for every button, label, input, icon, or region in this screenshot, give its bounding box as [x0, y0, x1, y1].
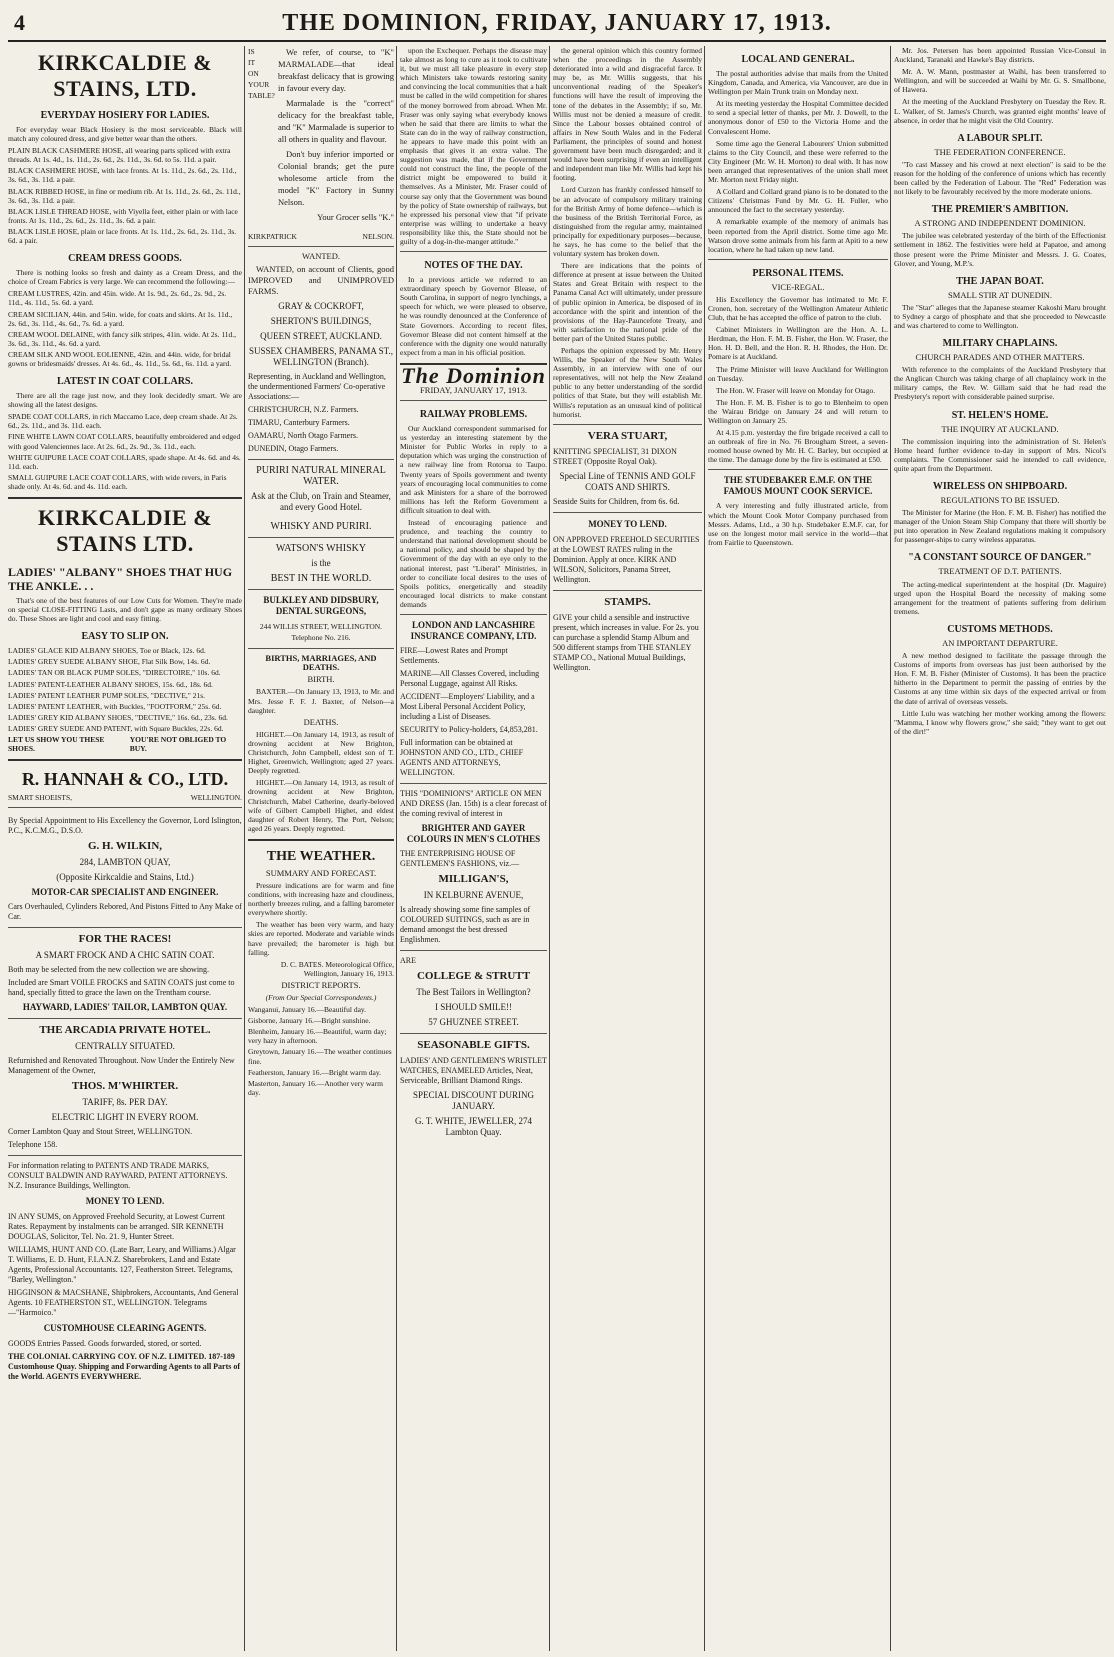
college-are: ARE — [400, 955, 416, 965]
column-rule — [244, 46, 245, 1651]
vera-line: Special Line of TENNIS AND GOLF COATS AND SHIRTS. — [559, 470, 696, 492]
k-marmalade-grocer: Your Grocer sells "K." — [317, 212, 394, 222]
hosiery-heading: EVERYDAY HOSIERY FOR LADIES. — [40, 110, 210, 121]
coat-collar-item: WHITE GUIPURE LACE COAT COLLARS, spade shape. At 4s. 6d. and 4s. 11d. each. — [8, 452, 241, 471]
table-line: IS — [248, 47, 255, 56]
arcadia-title: THE ARCADIA PRIVATE HOTEL. — [39, 1024, 211, 1037]
college-address: 57 GHUZNEE STREET. — [428, 1016, 519, 1027]
table-line: IT — [248, 58, 256, 67]
local-para: The postal authorities advise that mails from the United Kingdom, Canada, and America, via Vancouver, are due in Wellington per Main Trunk train on Monday next. — [708, 69, 888, 97]
vera-specialist: KNITTING SPECIALIST, 31 DIXON STREET (Opposite Royal Oak). — [553, 446, 677, 466]
vera-stuart-name: VERA STUART, — [587, 429, 668, 442]
divider — [400, 950, 547, 951]
death-notice: HIGHET.—On January 14, 1913, as result of drowning accident at New Brighton, Christchurch, John Campbell, eldest son of T. Highet, Greenwich, Wellington; aged 27 years. Deeply regretted. — [248, 729, 394, 776]
gray-branch: SUSSEX CHAMBERS, PANAMA ST., WELLINGTON (Branch). — [248, 346, 394, 368]
exchequer-para: upon the Exchequer. Perhaps the disease may take almost as long to cure as it took to cultivate it, but we must all take pleasure in every step which Ministers take towards restoring sanity and convincing the local communities that a halt must be called in the wild competition for shares of the money borrowed from abroad. When Mr. Fraser was only saying what everybody knows when he said that there are limits to what the State can do in the way of railway construction, he appears to have made this point with an emphasis that gives it an extra value. The suggestion was made, that if the Government could not construct the line, the people of the district might be empowered to build it themselves. As a Minister, Mr. Fraser could of course say only that the Government was bound by the policy of State ownership of railways, but he expressed his personal view that "if private enterprise was willing to undertake a heavy responsibility like this, the State should not be guilty of a dog-in-the-manger attitude." — [400, 46, 547, 246]
district-report: Greytown, January 16.—The weather continues fine. — [248, 1047, 392, 1066]
divider — [708, 259, 888, 260]
marmalade-block — [248, 46, 394, 226]
divider — [553, 424, 702, 425]
milligan-body: Is already showing some fine samples of COLOURED SUITINGS, such as are in demand amongst the best dressed Englishmen. — [400, 904, 531, 944]
wilkin-name: G. H. WILKIN, — [87, 840, 163, 853]
money-lend-body: IN ANY SUMS, on Approved Freehold Security, at Lowest Current Rates. Repayment by instalments can be arranged. SIR KENNETH DOUGLAS, Solicitor, Tel. No. 21. 9, Hunter Street. — [8, 1212, 225, 1242]
military-chaplains-sub: CHURCH PARADES AND OTHER MATTERS. — [915, 352, 1085, 363]
customhouse-body: GOODS Entries Passed. Goods forwarded, stored, or sorted. — [8, 1339, 202, 1349]
divider — [248, 459, 394, 460]
wireless-heading: WIRELESS ON SHIPBOARD. — [932, 481, 1068, 492]
news-item: At the meeting of the Auckland Presbytery on Tuesday the Rev. R. L. Walker, of St. James's Church, was granted eight months' leave of absence, in order that he might visit the Old Country. — [894, 97, 1106, 125]
studebaker-heading: THE STUDEBAKER E.M.F. ON THE FAMOUS MOUNT COOK SERVICE. — [723, 475, 873, 497]
labour-split-body: "To cast Massey and his crowd at next election" is said to be the reason for the holding of the conference of unions which has recently been called by the Federation of Labour. The "Red" Federation was not likely to be favourably received by the more moderate unions. — [894, 159, 1106, 197]
cream-item: CREAM WOOL DELAINE, with fancy silk stripes, 41in. wide. At 2s. 11d., 3s. 6d., 3s. 11d., 4s. 6d. a yard. — [8, 329, 237, 348]
shoe-item: LADIES' PATENT LEATHER, with Buckles, "FOOTFORM," 25s. 6d. — [8, 701, 222, 711]
paper-nameplate: The Dominion — [401, 362, 546, 388]
studebaker-body: A very interesting and fully illustrated article, from which the Mount Cook Motor Company purchased from Messrs. Adams, Ltd., a 30 h.p. Studebaker E.M.F. car, for use on the longest motor mail service in the world—that from Fairlie to Queenstown. — [708, 501, 888, 547]
railway-para: Instead of encouraging patience and prudence, and teaching the country to understand that national development should be a national policy, and should be shaped by the Government of the day with an eye only to the national interest, past "Liberal" Ministries, in order to conciliate local desires to the uses of Spoils politics, energetically and steadily encouraged local districts to make constant demands — [400, 518, 547, 609]
divider — [400, 1033, 547, 1034]
wireless-sub: REGULATIONS TO BE ISSUED. — [940, 495, 1060, 505]
divider — [248, 537, 394, 538]
editorial-para: Perhaps the opinion expressed by Mr. Henry Willis, the Speaker of the New South Wales Assembly, in an interview with one of our representatives, will not help the New Zealand public to any better understanding of the sordid politics of that State, but they will establish Mr. Willis's reputation as an unusual kind of political humorist. — [553, 346, 702, 419]
watsons-best: BEST IN THE WORLD. — [270, 573, 372, 585]
personal-para: The Prime Minister will leave Auckland for Wellington on Tuesday. — [708, 364, 888, 383]
divider — [8, 807, 242, 808]
seasonable-discount: SPECIAL DISCOUNT DURING JANUARY. — [412, 1089, 534, 1111]
st-helens-heading: ST. HELEN'S HOME. — [951, 409, 1049, 421]
news-item: Mr. A. W. Mann, postmaster at Waihi, has been transferred to Wellington, and will be succeeded at Waihi by Mr. G. S. Smallbone, of Hawera. — [894, 67, 1106, 95]
kirkcaldie-ad-title: KIRKCALDIE & STAINS, LTD. — [37, 50, 213, 101]
divider — [8, 927, 242, 928]
closing-anecdote: Little Lulu was watching her mother working among the flowers: "Mamma, I know why flowers grow," she said; "they want to get out of the dirt!" — [894, 708, 1106, 736]
hannah-sub-right: WELLINGTON. — [190, 793, 242, 803]
k-marmalade-para: Marmalade is the "correct" delicacy for the breakfast table, and "K" Marmalade is superior to all others in quality and flavour. — [278, 98, 394, 144]
k-marmalade-text — [278, 46, 394, 226]
divider — [248, 839, 394, 841]
table-line: TABLE? — [248, 91, 275, 100]
column-5-news — [708, 46, 888, 1653]
personal-para: His Excellency the Governor has intimated to Mr. F. Cronen, hon. secretary of the Wellington Amateur Athletic Club, that he has accepted the office of patron to the club. — [708, 294, 888, 323]
milligan-colours: BRIGHTER AND GAYER COLOURS IN MEN'S CLOTHES — [406, 822, 541, 844]
masthead — [8, 6, 1106, 42]
district-report: Gisborne, January 16.—Bright sunshine. — [248, 1016, 371, 1026]
military-chaplains-body: With reference to the complaints of the Auckland Presbytery that the Anglican Church was taking charge of all chaplaincy work in the military camps, the Rev. W. Gillam said that he had read the Presbytery's report with considerable pained surprise. — [894, 365, 1106, 402]
premier-ambition-body: The jubilee was celebrated yesterday of the birth of the Effectionist settlement in 1862. The festivities were held at Papatoe, and among those present were the Prime Minister and Messrs. J. G. Coates, Glover, and Young, M.P.'s. — [894, 231, 1106, 268]
wilkin-address: 284, LAMBTON QUAY, — [79, 857, 171, 868]
military-chaplains-heading: MILITARY CHAPLAINS. — [942, 338, 1058, 350]
whisky-puriri-heading: WHISKY AND PURIRI. — [270, 521, 372, 533]
london-fire: FIRE—Lowest Rates and Prompt Settlements. — [400, 645, 508, 665]
puriri-body: Ask at the Club, on Train and Steamer, and every Good Hotel. — [251, 491, 391, 513]
district-report: Masterton, January 16.—Another very warm day. — [248, 1078, 383, 1097]
hannah-sub-left: SMART SHOEISTS, — [8, 793, 73, 803]
news-item: Mr. Jos. Petersen has been appointed Russian Vice-Consul in Auckland, Taranaki and Hawke's Bay districts. — [894, 46, 1106, 65]
shoe-item: LADIES' GREY SUEDE AND PATENT, with Square Buckles, 22s. 6d. — [8, 723, 224, 733]
milligan-address: IN KELBURNE AVENUE, — [423, 889, 524, 900]
arcadia-owner: THOS. M'WHIRTER. — [71, 1080, 179, 1093]
railway-para: Our Auckland correspondent summarised for us yesterday an interesting statement by the Minister for Public Works in reply to a deputation which was urging the construction of a new railway line from Rotorua to Taupo. Twenty years of Spoils government and twenty years of encouraging local communities to come and ask Ministers for a share of the borrowed millions has left the Reform Government a difficult situation to deal with. — [400, 424, 547, 515]
local-general-heading: LOCAL AND GENERAL. — [741, 54, 855, 65]
weather-para: The weather has been very warm, and hazy skies are reported. Moderate and variable winds have prevailed; the barometer is high but falling. — [248, 920, 394, 957]
constant-danger-heading: "A CONSTANT SOURCE OF DANGER." — [908, 552, 1092, 564]
london-agents: Full information can be obtained at JOHNSTON AND CO., LTD., CHIEF AGENTS AND ATTORNEYS, WELLINGTON. — [400, 737, 524, 777]
birth-heading: BIRTH. — [307, 674, 335, 685]
kirkpatrick-town: NELSON. — [362, 232, 394, 241]
dt-patients-body: The acting-medical superintendent at the hospital (Dr. Maguire) urged upon the Hospital Board the necessity of making some arrangement for the treatment of patients suffering from delirium tremens. — [894, 579, 1106, 616]
district-reports-heading: DISTRICT REPORTS. — [281, 979, 361, 990]
shoe-item: LADIES' GREY SUEDE ALBANY SHOE, Flat Silk Bow, 14s. 6d. — [8, 657, 211, 667]
column-rule — [890, 46, 891, 1651]
races-heading: FOR THE RACES! — [78, 933, 172, 946]
table-line: ON — [248, 69, 259, 78]
cream-item: CREAM SICILIAN, 44in. and 54in. wide, for coats and skirts. At 1s. 11d., 2s. 6d., 3s. 11d., 4s. 6d., 7s. 6d. a yard. — [8, 309, 233, 328]
show-shoes-left: LET US SHOW YOU THESE SHOES. — [8, 735, 105, 754]
column-3-editorial — [400, 46, 547, 1653]
college-smile: I SHOULD SMILE!! — [435, 1001, 512, 1012]
column-rule — [549, 46, 550, 1651]
vera-seaside: Seaside Suits for Children, from 6s. 6d. — [553, 496, 680, 506]
district-report: Blenheim, January 16.—Beautiful, warm day; very hazy in afternoon. — [248, 1027, 387, 1046]
editorial-para: There are indications that the points of difference at present at issue between the United States and Great Britain with respect to the Panama Canal Act will ultimately, under pressure of public opinion in America, be disposed of in accordance with the spirit and intention of the provisions of the Hay-Pauncefote Treaty, and with satisfaction to the national pride of the better part of the United States public. — [553, 261, 702, 343]
hosiery-intro: For everyday wear Black Hosiery is the most serviceable. Black will match any coloured dress, and give better wear than the others. — [8, 125, 242, 144]
money-lend-heading-2: MONEY TO LEND. — [588, 518, 667, 529]
japan-boat-sub: SMALL STIR AT DUNEDIN. — [948, 289, 1052, 300]
notes-of-the-day-body: In a previous article we referred to an extraordinary speech by Governor Blease, of South Carolina, in support of negro lynchings, a speech for which, we were pleased to observe, he was roundly denounced at the Conference of State Governors. According to recent files, Governor Blease did not content himself at the conference with the dignity one would naturally expect from a man in his official position. — [400, 275, 547, 357]
gray-cockroft-name: GRAY & COCKROFT, — [278, 301, 364, 312]
hosiery-item: PLAIN BLACK CASHMERE HOSE, all wearing parts spliced with extra threads. At 1s. 4d., 1s. 11d., 2s. 6d., 2s. 11d., 3s. 6d. to 5s. 11d. a pair. — [8, 146, 231, 165]
hosiery-item: BLACK LISLE HOSE, plain or lace fronts. At 1s. 11d., 2s. 6d., 2s. 11d., 3s. 6d. a pair. — [8, 226, 237, 246]
williams-hunt-ad: WILLIAMS, HUNT AND CO. (Late Barr, Leary, and Williams.) Algar T. Williams, E. D. Hunt, F.I.A.N.Z. Sharebrokers, Land and Estate Agents, Professional Accountants. 127, Featherston Street. Telegrams, "Barley, Wellington." — [8, 1245, 236, 1285]
divider — [400, 251, 547, 252]
divider — [400, 783, 547, 784]
labour-split-sub: THE FEDERATION CONFERENCE. — [934, 146, 1066, 157]
deaths-heading: DEATHS. — [303, 716, 339, 727]
races-body: Both may be selected from the new collection we are showing. — [8, 965, 210, 975]
money-lend-body-2: ON APPROVED FREEHOLD SECURITIES at the LOWEST RATES ruling in the Dominion. Apply at once. KIRK AND WILSON, Solicitors, Panama Street, Wellington. — [553, 534, 700, 584]
kirkcaldie-ad-title-2: KIRKCALDIE & STAINS LTD. — [37, 505, 213, 556]
divider — [8, 1018, 242, 1019]
show-shoes-line — [8, 735, 242, 753]
seasonable-heading: SEASONABLE GIFTS. — [417, 1038, 530, 1051]
weather-signature: D. C. BATES. Meteorological Office, Wellington, January 16, 1913. — [280, 959, 394, 978]
premier-ambition-sub: A STRONG AND INDEPENDENT DOMINION. — [914, 218, 1086, 229]
shoe-item: LADIES' TAN OR BLACK PUMP SOLES, "DIRECTOIRE," 10s. 6d. — [8, 668, 221, 678]
japan-boat-body: The "Star" alleges that the Japanese steamer Kakoshi Maru brought to Sydney a cargo of phosphate and that she proceeded to Newcastle and was chartered to come to Wellington. — [894, 302, 1106, 330]
editorial-para: the general opinion which this country formed when the proceedings in the Assembly deteriorated into a wild and disgraceful farce. It may be, as Mr. Willis suggests, that his unconventional reading of the Speaker's functions will have the result of improving the tone of the debates in the Assembly; if so, Mr. Willis must not be denied a measure of credit. Since the Labour bosses obtained control of affairs in New South Wales and in the Federal Parliament, the principles of sound and honest government have been much disregarded; and it would have been surprising if even an intelligent and independent man like Mr. Willis had kept his footing. — [553, 46, 702, 183]
district-report: Featherston, January 16.—Bright warm day. — [248, 1067, 382, 1077]
japan-boat-heading: THE JAPAN BOAT. — [956, 275, 1044, 287]
customs-methods-heading: CUSTOMS METHODS. — [947, 623, 1053, 635]
divider — [248, 246, 394, 247]
patents-ad: For information relating to PATENTS AND TRADE MARKS, CONSULT BALDWIN AND RAYWARD, PATENT ATTORNEYS. N.Z. Insurance Buildings, Wellington. — [8, 1161, 228, 1191]
masthead-title: THE DOMINION, FRIDAY, JANUARY 17, 1913. — [282, 10, 832, 36]
coat-collar-item: SPADE COAT COLLARS, in rich Maccamo Lace, deep cream shade. At 2s. 6d., 2s. 11d., and 3s. 11d. each. — [8, 412, 238, 431]
hayward-signature: HAYWARD, LADIES' TAILOR, LAMBTON QUAY. — [22, 1002, 228, 1013]
column-2-advertisements — [248, 46, 394, 1653]
column-rule — [704, 46, 705, 1651]
customhouse-heading: CUSTOMHOUSE CLEARING AGENTS. — [43, 1323, 207, 1334]
stamps-body: GIVE your child a sensible and instructive present, which increases in value. For 2s. you can purchase a splendid Stamp Album and 500 different stamps from THE STANLEY STAMP CO., National Mutual Buildings, Wellington. — [553, 612, 699, 672]
kirkpatrick-name: KIRKPATRICK — [248, 232, 297, 241]
gray-assoc: TIMARU, Canterbury Farmers. — [248, 418, 350, 428]
labour-split-heading: A LABOUR SPLIT. — [957, 132, 1043, 144]
lower-left-ads — [8, 813, 242, 1385]
wanted-body: WANTED, on account of Clients, good IMPROVED and UNIMPROVED FARMS. — [248, 264, 394, 297]
races-sub: A SMART FROCK AND A CHIC SATIN COAT. — [35, 950, 215, 961]
k-marmalade-para: Don't buy inferior imported or Colonial brands; get the pure wholesome article from the model "K" Factory in Sunny Nelson. — [278, 149, 394, 207]
arcadia-light: ELECTRIC LIGHT IN EVERY ROOM. — [51, 1112, 199, 1123]
money-lend-heading: MONEY TO LEND. — [85, 1196, 165, 1207]
london-lancashire-heading: LONDON AND LANCASHIRE INSURANCE COMPANY, LTD. — [410, 619, 537, 641]
milligan-house: THE ENTERPRISING HOUSE OF GENTLEMEN'S FASHIONS, viz.— — [400, 848, 520, 868]
bulkley-title: BULKLEY AND DIDSBURY, DENTAL SURGEONS, — [263, 595, 379, 617]
k-marmalade-para: We refer, of course, to "K" MARMALADE—that ideal breakfast delicacy that is growing in favour every day. — [278, 47, 394, 93]
weather-subheading: SUMMARY AND FORECAST. — [265, 867, 377, 878]
show-shoes-right: YOU'RE NOT OBLIGED TO BUY. — [129, 735, 227, 754]
shoe-item: LADIES' PATENT-LEATHER ALBANY SHOES, 15s. 6d., 18s. 6d. — [8, 679, 213, 689]
divider — [400, 400, 547, 401]
shoe-item: LADIES' GLACE KID ALBANY SHOES, Toe or Black, 12s. 6d. — [8, 646, 206, 656]
divider — [8, 1155, 242, 1156]
local-para: Some time ago the General Labourers' Union submitted claims to the City Council, and these were referred to the City Engineer (Mr. W. H. Morton) to deal with. It has now been arranged that representatives of the union shall meet Mr. Morton next Friday night. — [708, 138, 888, 185]
hannah-subtitle — [8, 793, 242, 802]
shoe-item: LADIES' GREY KID ALBANY SHOES, "DECTIVE," 16s. 6d., 23s. 6d. — [8, 712, 228, 722]
column-6-news — [894, 46, 1106, 1653]
death-notice: HIGHET.—On January 14, 1913, as result of drowning accident at New Brighton, Christchurch, Mabel Catherine, dearly-beloved wife of Gilbert Campbell Highet, and eldest daughter of Robert Henry, The Port, Nelson; aged 26 years. Deeply regretted. — [248, 778, 394, 833]
wilkin-specialist: MOTOR-CAR SPECIALIST AND ENGINEER. — [31, 887, 219, 898]
seasonable-jeweller: G. T. WHITE, JEWELLER, 274 Lambton Quay. — [415, 1115, 532, 1137]
fire-brigade-para: At 4.15 p.m. yesterday the fire brigade received a call to an outbreak of fire in No. 76 Brougham Street, a seven-roomed house owned by Mr. H. C. Barley, but occupied at the time. The damage done by the fire is estimated at £50. — [708, 428, 888, 465]
coat-collar-item: FINE WHITE LAWN COAT COLLARS, beautifully embroidered and edged with good Valenciennes lace. At 2s. 6d., 2s. 9d., 3s. 11d., each. — [8, 432, 241, 451]
milligan-name: MILLIGAN'S, — [438, 872, 509, 885]
divider — [8, 759, 242, 761]
stamps-heading: STAMPS. — [604, 595, 651, 608]
coat-collar-item: SMALL GUIPURE LACE COAT COLLARS, with wide revers, in Paris shade only. At 4s. 6d. and 4s. 11d. each. — [8, 472, 227, 491]
lower-left-ads-col-a — [8, 813, 242, 1385]
arcadia-phone: Telephone 158. — [8, 1140, 58, 1150]
railway-problems-heading: RAILWAY PROBLEMS. — [419, 409, 528, 421]
cream-heading: CREAM DRESS GOODS. — [68, 253, 182, 265]
customs-methods-sub: AN IMPORTANT DEPARTURE. — [942, 637, 1058, 648]
easy-slip-heading: EASY TO SLIP ON. — [81, 631, 169, 643]
wanted-heading: WANTED. — [301, 251, 340, 262]
local-para: A remarkable example of the memory of animals has been reported from the April district. Some time ago Mr. Watson drove some animals from his farm at Apiti to a new location, where he had taken up new land. — [708, 217, 888, 254]
milligan-intro: THIS "DOMINION'S" ARTICLE ON MEN AND DRESS (Jan. 15th) is a clear forecast of the coming revival of interest in — [400, 788, 547, 818]
arcadia-situated: CENTRALLY SITUATED. — [75, 1041, 175, 1052]
gray-representing: Representing, in Auckland and Wellington, the undermentioned Farmers' Co-operative Associations:— — [248, 372, 386, 402]
gray-building: SHERTON'S BUILDINGS, — [270, 316, 372, 327]
weather-heading: THE WEATHER. — [266, 848, 376, 864]
personal-para: Cabinet Ministers in Wellington are the Hon. A. L. Herdman, the Hon. F. M. B. Fisher, the Hon. W. Fraser, the Hon. H. D. Bell, and the Hon. R. H. Rhodes, the Hon. Dr. Pomare is at Auckland. — [708, 325, 888, 362]
district-report: Wanganui, January 16.—Beautiful day. — [248, 1005, 367, 1015]
cream-intro: There is nothing looks so fresh and dainty as a Cream Dress, and the choice of Cream Fabrics is very large. We can recommend the following:— — [8, 268, 242, 287]
page-number: 4 — [14, 10, 25, 35]
hannah-title: R. HANNAH & CO., LTD. — [21, 769, 229, 790]
dt-patients-heading: TREATMENT OF D.T. PATIENTS. — [938, 566, 1062, 577]
hosiery-item: BLACK CASHMERE HOSE, with lace fronts. At 1s. 11d., 2s. 6d., 2s. 11d., 3s. 6d., 3s. 11d. a pair. — [8, 166, 237, 185]
college-strutt-name: COLLEGE & STRUTT — [416, 969, 531, 982]
seasonable-body: LADIES' AND GENTLEMEN'S WRISTLET WATCHES, ENAMELED Articles, Neat, Serviceable, Brilliant Diamond Rings. — [400, 1055, 547, 1085]
divider — [708, 469, 888, 470]
column-rule — [396, 46, 397, 1651]
wireless-body: The Minister for Marine (the Hon. F. M. B. Fisher) has notified the manager of the Union Steam Ship Company that there will shortly be put into operation in New Zealand regulations making it compulsory for passenger-ships to carry wireless apparatus. — [894, 508, 1106, 545]
gray-assoc: OAMARU, North Otago Farmers. — [248, 431, 358, 441]
notes-of-the-day-heading: NOTES OF THE DAY. — [424, 260, 523, 272]
district-reports-sub: (From Our Special Correspondents.) — [265, 993, 377, 1002]
shoe-item: LADIES' PATENT LEATHER PUMP SOLES, "DECTIVE," 21s. — [8, 690, 205, 700]
wilkin-services: Cars Overhauled, Cylinders Rebored, And Pistons Fitted to Any Make of Car. — [8, 902, 242, 922]
bmd-heading: BIRTHS, MARRIAGES, AND DEATHS. — [265, 653, 377, 673]
premier-ambition-heading: THE PREMIER'S AMBITION. — [931, 204, 1069, 216]
divider — [248, 589, 394, 590]
divider — [8, 497, 242, 499]
london-marine: MARINE—All Classes Covered, including Personal Luggage, against All Risks. — [400, 668, 540, 688]
birth-notice: BAXTER.—On January 13, 1913, to Mr. and Mrs. Jesse F. F. J. Baxter, of Nelson—a daughter. — [248, 687, 394, 715]
divider — [400, 614, 547, 615]
coat-collars-intro: There are all the rage just now, and they look decidedly smart. We are showing all the latest designs. — [8, 391, 242, 410]
wilkin-appointment: By Special Appointment to His Excellency the Governor, Lord Islington, P.C., K.C.M.G., D.S.O. — [8, 816, 242, 836]
is-it-on-your-table — [248, 46, 275, 226]
london-accident: ACCIDENT—Employers' Liability, and a Most Liberal Personal Accident Policy, including a List of Diseases. — [400, 691, 535, 721]
bulkley-address: 244 WILLIS STREET, WELLINGTON. Telephone No. 216. — [259, 622, 383, 643]
arcadia-tariff: TARIFF, 8s. PER DAY. — [82, 1097, 168, 1108]
divider — [553, 590, 702, 591]
divider — [248, 648, 394, 649]
hosiery-item: BLACK RIBBED HOSE, in fine or medium rib. At 1s. 11d., 2s. 6d., 2s. 11d., 3s. 6d., 3s. 11d. a pair. — [8, 186, 241, 205]
divider — [553, 512, 702, 513]
cream-item: CREAM SILK AND WOOL EOLIENNE, 42in. and 44in. wide, for bridal gowns or bridesmaids' dresses. At 4s. 6d., 4s. 11d., 5s. 6d., 6s. 11d. a yard. — [8, 349, 232, 368]
vice-regal-sub: VICE-REGAL. — [771, 281, 825, 292]
albany-shoes-heading: LADIES' "ALBANY" SHOES THAT HUG THE ANKLE. . . — [8, 565, 233, 593]
personal-para: The Hon. F. M. B. Fisher is to go to Blenheim to open the Wairau Bridge on January 24 and will return to Wellington on January 25. — [708, 397, 888, 425]
puriri-heading: PURIRI NATURAL MINERAL WATER. — [256, 465, 386, 488]
gray-assoc: CHRISTCHURCH, N.Z. Farmers. — [248, 405, 359, 415]
customs-methods-body: A new method designed to facilitate the passage through the Customs of imports from overseas has just been authorised by the Hon. F. M. B. Fisher (Minister of Customs). It has been the practice hitherto in the Department to permit the passing of entries by the Customs at any time within six days of the expected arrival or from the date of arrival of overseas vessels. — [894, 651, 1106, 706]
personal-items-heading: PERSONAL ITEMS. — [752, 267, 844, 279]
wilkin-opposite: (Opposite Kirkcaldie and Stains, Ltd.) — [56, 872, 194, 883]
coat-collars-heading: LATEST IN COAT COLLARS. — [57, 376, 193, 388]
gray-street: QUEEN STREET, AUCKLAND. — [260, 331, 382, 342]
london-security: SECURITY to Policy-holders, £4,853,281. — [400, 724, 538, 734]
watsons-whisky: WATSON'S WHISKY — [275, 543, 367, 555]
colonial-carrying-ad: THE COLONIAL CARRYING COY. OF N.Z. LIMITED. 187-189 Customhouse Quay. Shipping and Forwarding Agents to all Parts of the World. AGENTS EVERYWHERE. — [8, 1352, 241, 1382]
gray-assoc: DUNEDIN, Otago Farmers. — [248, 444, 339, 454]
personal-para: The Hon. W. Fraser will leave on Monday for Otago. — [716, 385, 876, 395]
cream-item: CREAM LUSTRES, 42in. and 45in. wide. At 1s. 9d., 2s. 6d., 2s. 9d., 2s. 11d., 4s. 11d., 5s. 6d. a yard. — [8, 289, 227, 308]
arcadia-address: Corner Lambton Quay and Stout Street, WELLINGTON. — [8, 1127, 193, 1137]
races-body-2: Included are Smart VOILE FROCKS and SATIN COATS just come to hand, specially fitted to grace the lawn on the Trentham course. — [8, 978, 235, 998]
column-1-advertisements — [8, 46, 242, 1653]
arcadia-body: Refurnished and Renovated Throughout. Now Under the Entirely New Management of the Owner, — [8, 1056, 235, 1076]
weather-para: Pressure indications are for warm and fine conditions, with increasing haze and cloudiness, northerly breezes ruling, and a falling barometer everywhere shortly. — [248, 880, 394, 918]
column-4-editorial — [553, 46, 702, 1653]
college-tagline: The Best Tailors in Wellington? — [416, 986, 531, 997]
st-helens-sub: THE INQUIRY AT AUCKLAND. — [941, 423, 1059, 434]
editorial-para: Lord Curzon has frankly confessed himself to be an advocate of compulsory military training for the British Army of home defence—which is the business of the British Territorial Force, as distinguished from the regular army, maintained principally for expeditionary purposes—because, he says, he has come to the belief that the voluntary system has broken down. — [553, 185, 702, 259]
watsons-is-the: is the — [311, 558, 331, 569]
higginson-ad: HIGGINSON & MACSHANE, Shipbrokers, Accountants, And General Agents. 10 FEATHERSTON ST., WELLINGTON. Telegrams—"Harmoico." — [8, 1288, 239, 1318]
kirkpatrick-line — [248, 232, 394, 241]
paper-date: FRIDAY, JANUARY 17, 1913. — [420, 385, 527, 395]
local-para: At its meeting yesterday the Hospital Committee decided to send a special letter of thanks, per Mr. J. Dowell, to the anonymous donor of £50 to the Victoria Home and the Convalescent Home. — [708, 99, 888, 136]
table-line: YOUR — [248, 80, 270, 89]
local-para: A Collard and Collard grand piano is to be donated to the Citizens' Christmas Fund by Mr. G. H. Fuller, who announced the fact to the secretary yesterday. — [708, 187, 888, 215]
st-helens-body: The commission inquiring into the administration of St. Helen's Home heard further evidence to-day in support of Mrs. Nicol's complaints. The Commissioner said he intended to call evidence, quite apart from the Department. — [894, 436, 1106, 473]
hosiery-item: BLACK LISLE THREAD HOSE, with Viyella feet, either plain or with lace fronts. At 1s. 11d., 2s. 6d., 2s. 11d., 3s. 6d. a pair. — [8, 206, 238, 225]
albany-shoes-intro: That's one of the best features of our Low Cuts for Women. They're made on special CLOSE-FITTING Lasts, and don't gape as many ordinary Shoes do. These Shoes are light and cool and easy fitting. — [8, 596, 242, 624]
